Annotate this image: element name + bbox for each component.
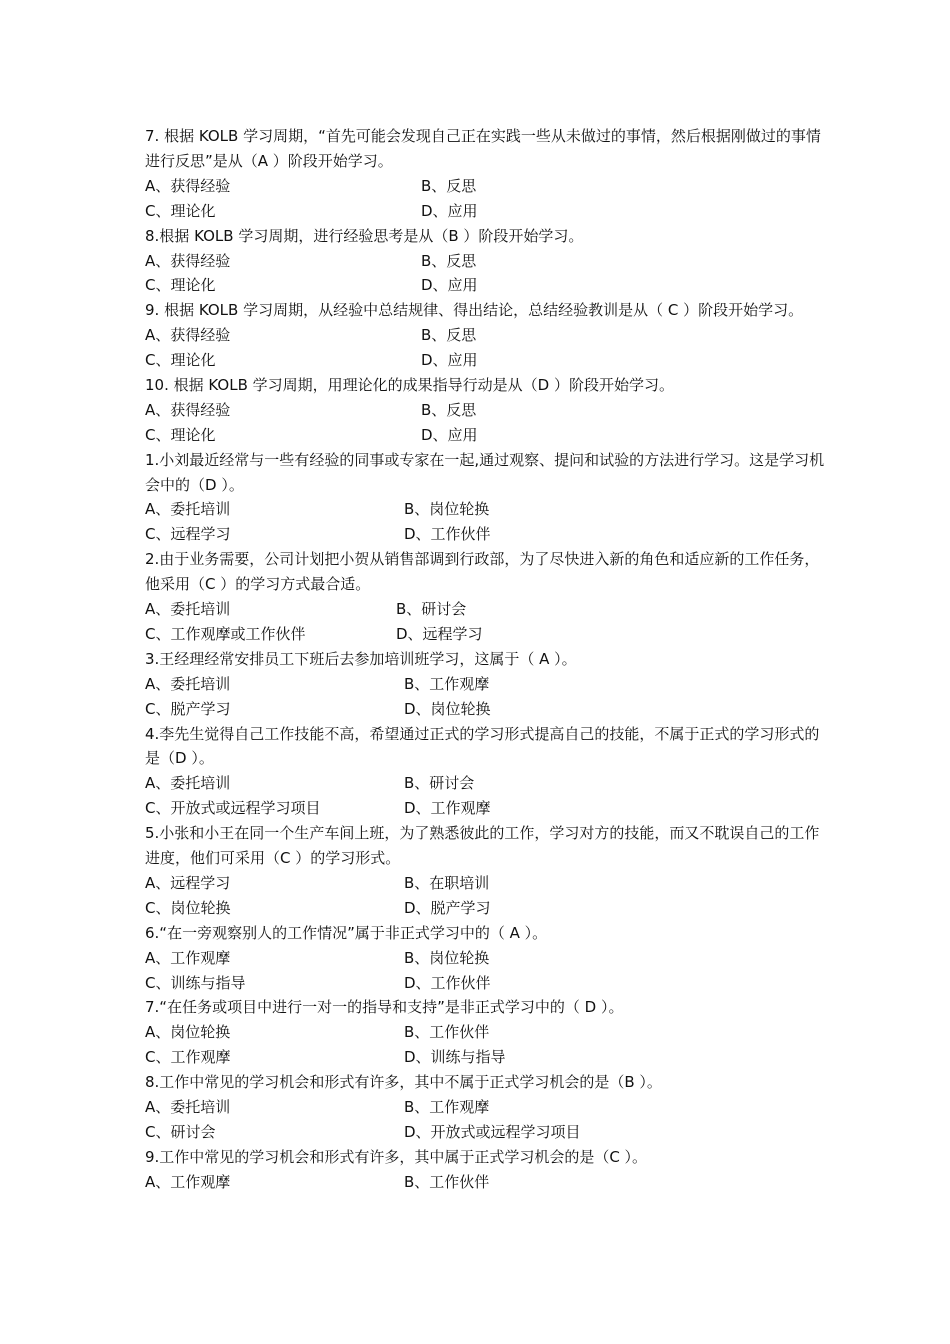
option-c: C、岗位轮换 xyxy=(145,898,231,917)
option-row xyxy=(145,273,825,298)
option-row xyxy=(145,597,825,622)
option-row xyxy=(145,323,825,348)
option-d: D、岗位轮换 xyxy=(404,699,491,718)
option-b: B、工作伙伴 xyxy=(404,1023,490,1042)
option-d: D、应用 xyxy=(421,425,478,444)
option-row xyxy=(145,946,825,971)
question-text: 3.王经理经常安排员工下班后去参加培训班学习，这属于（ A ）。 xyxy=(145,649,577,668)
option-c: C、理论化 xyxy=(145,276,216,295)
question-text: 10. 根据 KOLB 学习周期，用理论化的成果指导行动是从（D ）阶段开始学习。 xyxy=(145,375,674,394)
question-text: 4.李先生觉得自己工作技能不高，希望通过正式的学习形式提高自己的技能，不属于正式的学习形式的是（D ）。 xyxy=(145,724,820,768)
option-d: D、应用 xyxy=(421,351,478,370)
option-c: C、开放式或远程学习项目 xyxy=(145,799,321,818)
option-a: A、远程学习 xyxy=(145,873,231,892)
option-b: B、反思 xyxy=(421,326,477,345)
option-row xyxy=(145,398,825,423)
option-a: A、工作观摩 xyxy=(145,1172,231,1191)
option-a: A、岗位轮换 xyxy=(145,1023,231,1042)
option-row xyxy=(145,1045,825,1070)
option-row xyxy=(145,522,825,547)
option-row xyxy=(145,971,825,996)
question-text: 1.小刘最近经常与一些有经验的同事或专家在一起,通过观察、提问和试验的方法进行学习。这是学习机会中的（D ）。 xyxy=(145,450,825,494)
option-a: A、委托培训 xyxy=(145,600,231,619)
option-c: C、脱产学习 xyxy=(145,699,231,718)
option-row xyxy=(145,1170,825,1195)
option-b: B、在职培训 xyxy=(404,873,490,892)
question-text: 9. 根据 KOLB 学习周期，从经验中总结规律、得出结论，总结经验教训是从（ C ）阶段开始学习。 xyxy=(145,301,804,320)
option-d: D、工作伙伴 xyxy=(404,973,491,992)
option-c: C、工作观摩 xyxy=(145,1048,231,1067)
question-block xyxy=(145,298,825,373)
option-b: B、岗位轮换 xyxy=(404,948,490,967)
option-d: D、训练与指导 xyxy=(404,1048,506,1067)
option-row xyxy=(145,497,825,522)
question-text: 2.由于业务需要，公司计划把小贺从销售部调到行政部，为了尽快进入新的角色和适应新的工作任务，他采用（C ）的学习方式最合适。 xyxy=(145,550,820,594)
option-d: D、应用 xyxy=(421,201,478,220)
question-block xyxy=(145,224,825,299)
question-block xyxy=(145,821,825,921)
option-c: C、训练与指导 xyxy=(145,973,246,992)
option-d: D、远程学习 xyxy=(396,624,483,643)
option-b: B、反思 xyxy=(421,251,477,270)
option-c: C、理论化 xyxy=(145,351,216,370)
option-d: D、脱产学习 xyxy=(404,898,491,917)
option-d: D、开放式或远程学习项目 xyxy=(404,1122,581,1141)
option-row xyxy=(145,1120,825,1145)
question-text: 5.小张和小王在同一个生产车间上班，为了熟悉彼此的工作，学习对方的技能，而又不耽误自己的工作进度，他们可采用（C ）的学习形式。 xyxy=(145,824,820,868)
option-a: A、获得经验 xyxy=(145,400,231,419)
option-d: D、应用 xyxy=(421,276,478,295)
option-row xyxy=(145,697,825,722)
option-a: A、委托培训 xyxy=(145,674,231,693)
option-b: B、岗位轮换 xyxy=(404,500,490,519)
option-row xyxy=(145,423,825,448)
option-b: B、反思 xyxy=(421,400,477,419)
option-c: C、研讨会 xyxy=(145,1122,216,1141)
question-block xyxy=(145,647,825,722)
option-c: C、远程学习 xyxy=(145,525,231,544)
option-b: B、工作伙伴 xyxy=(404,1172,490,1191)
option-b: B、研讨会 xyxy=(396,600,467,619)
option-row xyxy=(145,1020,825,1045)
option-b: B、工作观摩 xyxy=(404,674,490,693)
option-b: B、工作观摩 xyxy=(404,1098,490,1116)
option-d: D、工作伙伴 xyxy=(404,525,491,544)
option-a: A、获得经验 xyxy=(145,176,231,195)
option-a: A、获得经验 xyxy=(145,251,231,270)
option-c: C、理论化 xyxy=(145,425,216,444)
option-c: C、工作观摩或工作伙伴 xyxy=(145,624,306,643)
option-row xyxy=(145,672,825,697)
question-block xyxy=(145,124,825,224)
option-row xyxy=(145,622,825,647)
option-a: A、获得经验 xyxy=(145,326,231,345)
option-row xyxy=(145,896,825,921)
option-d: D、工作观摩 xyxy=(404,799,491,818)
question-block xyxy=(145,921,825,996)
option-a: A、委托培训 xyxy=(145,500,231,519)
option-row xyxy=(145,1095,825,1120)
question-text: 7. 根据 KOLB 学习周期，“首先可能会发现自己正在实践一些从未做过的事情，然后根据刚做过的事情进行反思”是从（A ）阶段开始学习。 xyxy=(145,127,821,170)
question-text: 8.工作中常见的学习机会和形式有许多，其中不属于正式学习机会的是（B ）。 xyxy=(145,1073,662,1092)
option-row xyxy=(145,199,825,224)
question-text: 8.根据 KOLB 学习周期，进行经验思考是从（B ）阶段开始学习。 xyxy=(145,226,584,245)
option-row xyxy=(145,174,825,199)
question-list xyxy=(145,124,825,1195)
option-row xyxy=(145,771,825,796)
question-block xyxy=(145,373,825,448)
option-row xyxy=(145,249,825,274)
option-a: A、工作观摩 xyxy=(145,948,231,967)
option-b: B、研讨会 xyxy=(404,774,475,793)
question-text: 7.“在任务或项目中进行一对一的指导和支持”是非正式学习中的（ D ）。 xyxy=(145,998,624,1017)
option-a: A、委托培训 xyxy=(145,774,231,793)
question-block xyxy=(145,547,825,647)
question-text: 9.工作中常见的学习机会和形式有许多，其中属于正式学习机会的是（C ）。 xyxy=(145,1147,648,1166)
option-a: A、委托培训 xyxy=(145,1098,231,1116)
question-block xyxy=(145,1070,825,1145)
option-row xyxy=(145,348,825,373)
question-block xyxy=(145,1145,825,1195)
option-b: B、反思 xyxy=(421,176,477,195)
question-block xyxy=(145,995,825,1070)
question-block xyxy=(145,722,825,822)
option-row xyxy=(145,796,825,821)
question-block xyxy=(145,448,825,548)
question-text: 6.“在一旁观察别人的工作情况”属于非正式学习中的（ A ）。 xyxy=(145,923,548,942)
option-c: C、理论化 xyxy=(145,201,216,220)
option-row xyxy=(145,871,825,896)
